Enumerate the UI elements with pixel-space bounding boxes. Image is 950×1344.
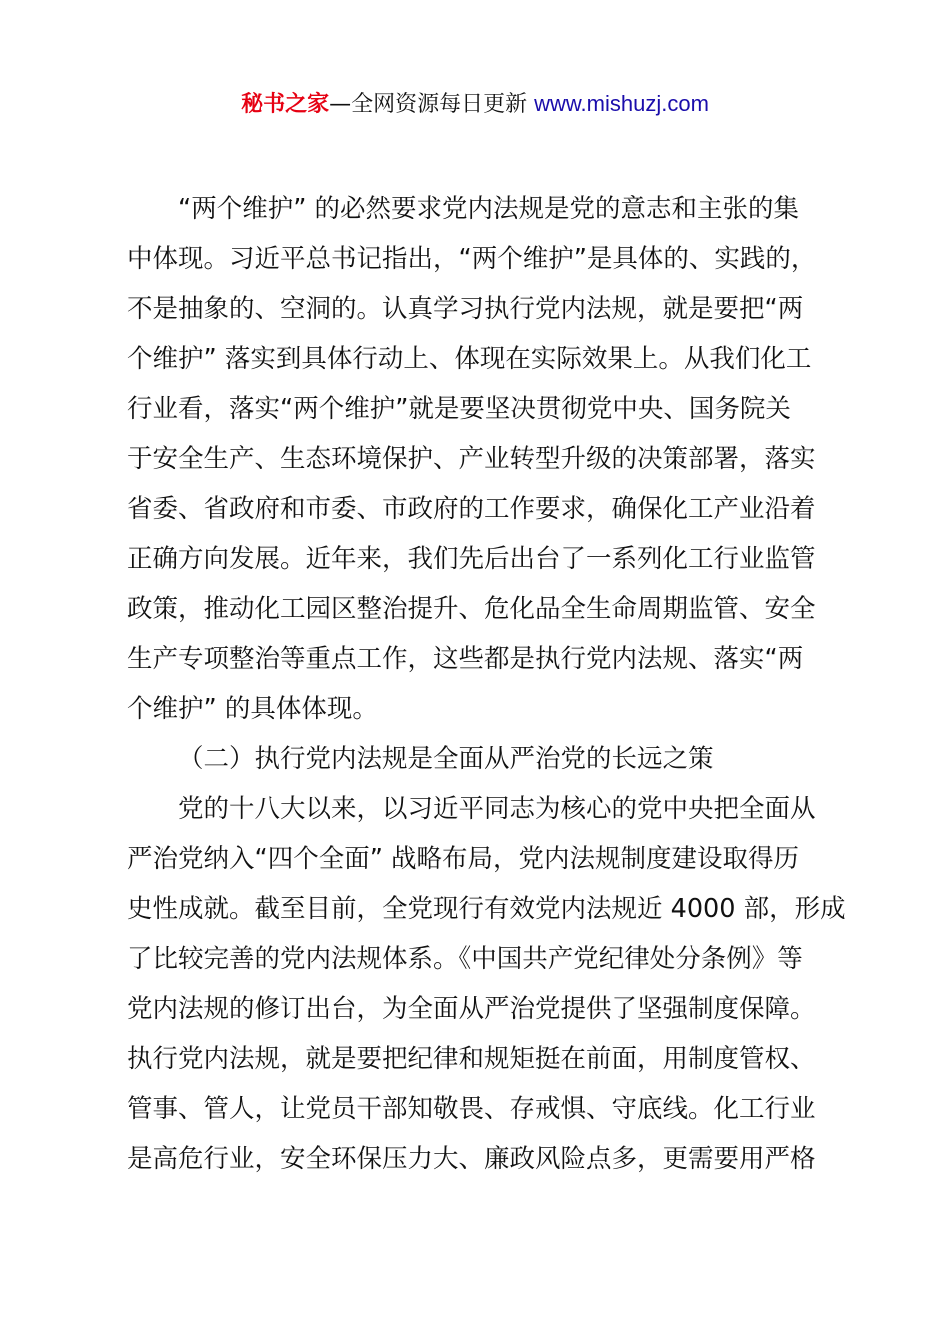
paragraph-line: 史性成就。截至目前，全党现行有效党内法规近 4000 部，形成 — [127, 894, 846, 924]
site-url-link[interactable]: www.mishuzj.com — [534, 91, 709, 116]
document-body — [127, 184, 846, 1184]
paragraph-line: 生产专项整治等重点工作，这些都是执行党内法规、落实“两 — [127, 644, 804, 674]
paragraph-line: 了比较完善的党内法规体系。《中国共产党纪律处分条例》等 — [127, 944, 803, 974]
paragraph-line: 正确方向发展。近年来，我们先后出台了一系列化工行业监管 — [127, 544, 816, 574]
paragraph-line: 执行党内法规，就是要把纪律和规矩挺在前面，用制度管权、 — [127, 1044, 816, 1074]
paragraph-line: 个维护” 落实到具体行动上、体现在实际效果上。从我们化工 — [127, 344, 812, 374]
header-tagline: —全网资源每日更新 — [329, 92, 535, 117]
section-heading: （二）执行党内法规是全面从严治党的长远之策 — [178, 744, 714, 774]
paragraph-line: 个维护” 的具体体现。 — [127, 694, 378, 724]
paragraph-line: “两个维护” 的必然要求党内法规是党的意志和主张的集 — [178, 194, 800, 224]
paragraph-line: 省委、省政府和市委、市政府的工作要求，确保化工产业沿着 — [127, 494, 816, 524]
paragraph-line: 不是抽象的、空洞的。认真学习执行党内法规，就是要把“两 — [127, 294, 804, 324]
paragraph-line: 行业看，落实“两个维护”就是要坚决贯彻党中央、国务院关 — [127, 394, 791, 424]
paragraph-line: 严治党纳入“四个全面” 战略布局，党内法规制度建设取得历 — [127, 844, 800, 874]
paragraph-line: 党的十八大以来，以习近平同志为核心的党中央把全面从 — [178, 794, 816, 824]
paragraph-line: 中体现。习近平总书记指出，“两个维护”是具体的、实践的， — [127, 244, 817, 274]
brand-name: 秘书之家 — [241, 92, 330, 117]
paragraph-line: 党内法规的修订出台，为全面从严治党提供了坚强制度保障。 — [127, 994, 816, 1024]
paragraph-line: 于安全生产、生态环境保护、产业转型升级的决策部署，落实 — [127, 444, 816, 474]
paragraph-line: 政策，推动化工园区整治提升、危化品全生命周期监管、安全 — [127, 594, 816, 624]
page-header — [0, 86, 950, 123]
paragraph-line: 管事、管人，让党员干部知敬畏、存戒惧、守底线。化工行业 — [127, 1094, 816, 1124]
paragraph-line: 是高危行业，安全环保压力大、廉政风险点多，更需要用严格 — [127, 1144, 816, 1174]
